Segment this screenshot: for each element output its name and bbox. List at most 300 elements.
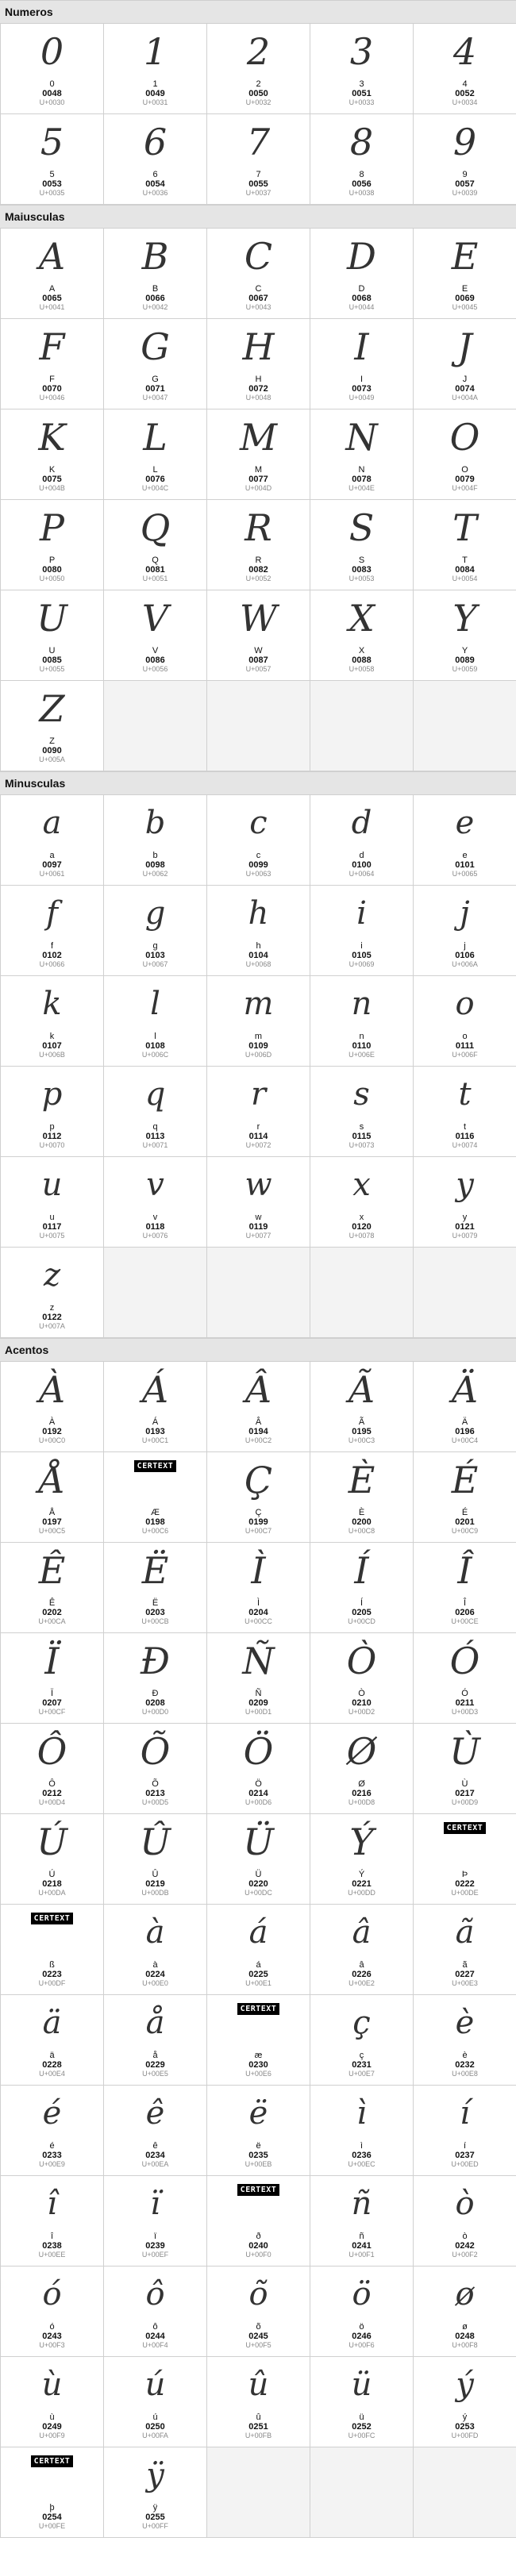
glyph-character: â bbox=[359, 1960, 364, 1970]
glyph-unicode: U+006B bbox=[39, 1051, 65, 1059]
glyph-character: s bbox=[359, 1122, 364, 1132]
glyph-character: Î bbox=[463, 1598, 467, 1608]
glyph-decimal-code: 0080 bbox=[42, 565, 62, 575]
section-title: Numeros bbox=[0, 0, 516, 24]
glyph-unicode: U+0074 bbox=[452, 1141, 478, 1149]
glyph-cell bbox=[1, 500, 104, 590]
glyph-character: v bbox=[152, 1213, 158, 1222]
glyph-decimal-code: 0113 bbox=[145, 1132, 165, 1141]
glyph-cell bbox=[310, 2176, 414, 2266]
glyph-cell bbox=[104, 1157, 207, 1248]
glyph-decimal-code: 0193 bbox=[145, 1427, 165, 1436]
glyph-decimal-code: 0212 bbox=[42, 1789, 62, 1798]
glyph-unicode: U+0068 bbox=[245, 960, 271, 968]
glyph-preview: 5 bbox=[40, 121, 64, 163]
glyph-preview: Ï bbox=[44, 1640, 60, 1682]
glyph-cell bbox=[104, 1067, 207, 1157]
glyph-cell bbox=[310, 2357, 414, 2447]
glyph-decimal-code: 0207 bbox=[42, 1698, 62, 1708]
glyph-cell bbox=[104, 590, 207, 681]
glyph-unicode: U+00F4 bbox=[142, 2341, 168, 2349]
glyph-preview: 3 bbox=[349, 30, 374, 73]
glyph-decimal-code: 0090 bbox=[42, 746, 62, 755]
glyph-preview: ö bbox=[352, 2276, 372, 2313]
glyph-unicode: U+00E0 bbox=[142, 1979, 168, 1987]
glyph-decimal-code: 0081 bbox=[145, 565, 165, 575]
glyph-unicode: U+00D1 bbox=[245, 1708, 272, 1716]
glyph-unicode: U+00C4 bbox=[451, 1436, 479, 1444]
glyph-character: d bbox=[359, 851, 364, 860]
glyph-unicode: U+00ED bbox=[451, 2160, 479, 2168]
glyph-unicode: U+0046 bbox=[39, 394, 65, 402]
glyph-unicode: U+00F0 bbox=[245, 2251, 271, 2259]
glyph-unicode: U+0062 bbox=[142, 870, 168, 878]
glyph-decimal-code: 0075 bbox=[42, 475, 62, 484]
glyph-cell bbox=[414, 886, 516, 976]
glyph-character: ä bbox=[49, 2051, 55, 2060]
glyph-unicode: U+00DF bbox=[38, 1979, 66, 1987]
empty-cell bbox=[104, 1248, 207, 1338]
glyph-character: Ò bbox=[358, 1689, 365, 1698]
glyph-preview: F bbox=[39, 325, 65, 368]
glyph-character: ï bbox=[153, 2232, 157, 2241]
glyph-preview: A bbox=[38, 235, 66, 278]
glyph-cell bbox=[207, 114, 310, 205]
glyph-unicode: U+0079 bbox=[452, 1232, 478, 1240]
glyph-decimal-code: 0245 bbox=[248, 2332, 268, 2341]
glyph-decimal-code: 0195 bbox=[352, 1427, 372, 1436]
glyph-preview: Ý bbox=[349, 1821, 374, 1863]
glyph-unicode: U+00D3 bbox=[451, 1708, 479, 1716]
glyph-preview: Ê bbox=[38, 1549, 66, 1592]
glyph-unicode: U+006E bbox=[348, 1051, 375, 1059]
glyph-preview: Å bbox=[38, 1459, 66, 1501]
glyph-character: 3 bbox=[359, 79, 364, 89]
glyph-cell bbox=[1, 2266, 104, 2357]
glyph-preview: Ù bbox=[449, 1730, 480, 1773]
glyph-preview: h bbox=[248, 895, 269, 932]
glyph-preview: K bbox=[38, 416, 66, 459]
glyph-cell bbox=[310, 2086, 414, 2176]
glyph-cell bbox=[1, 1157, 104, 1248]
glyph-decimal-code: 0230 bbox=[248, 2060, 268, 2070]
glyph-unicode: U+0066 bbox=[39, 960, 65, 968]
glyph-cell bbox=[104, 114, 207, 205]
glyph-decimal-code: 0119 bbox=[248, 1222, 268, 1232]
glyph-preview: H bbox=[242, 325, 275, 368]
glyph-decimal-code: 0111 bbox=[455, 1041, 475, 1051]
glyph-unicode: U+0078 bbox=[348, 1232, 375, 1240]
glyph-preview: N bbox=[345, 416, 378, 459]
glyph-cell bbox=[310, 1814, 414, 1905]
glyph-cell bbox=[207, 1067, 310, 1157]
glyph-decimal-code: 0114 bbox=[248, 1132, 268, 1141]
glyph-character: Á bbox=[152, 1417, 159, 1427]
glyph-decimal-code: 0194 bbox=[248, 1427, 268, 1436]
glyph-character: À bbox=[48, 1417, 56, 1427]
glyph-unicode: U+0034 bbox=[452, 98, 478, 106]
glyph-preview: ñ bbox=[351, 2186, 372, 2222]
glyph-cell bbox=[414, 500, 516, 590]
glyph-cell bbox=[207, 886, 310, 976]
glyph-character: ù bbox=[49, 2413, 55, 2422]
glyph-character: o bbox=[462, 1032, 468, 1041]
glyph-decimal-code: 0225 bbox=[248, 1970, 268, 1979]
glyph-character: ÿ bbox=[152, 2503, 158, 2513]
glyph-character: É bbox=[461, 1508, 468, 1517]
glyph-character: u bbox=[49, 1213, 55, 1222]
glyph-cell bbox=[310, 500, 414, 590]
glyph-unicode: U+00D9 bbox=[451, 1798, 479, 1806]
glyph-unicode: U+0069 bbox=[348, 960, 375, 968]
glyph-decimal-code: 0057 bbox=[455, 179, 475, 189]
glyph-preview: é bbox=[42, 2095, 62, 2132]
glyph-preview: Ü bbox=[243, 1821, 274, 1863]
glyph-decimal-code: 0104 bbox=[248, 951, 268, 960]
glyph-character: S bbox=[358, 556, 365, 565]
glyph-unicode: U+0076 bbox=[142, 1232, 168, 1240]
empty-cell bbox=[207, 2447, 310, 2538]
glyph-cell bbox=[1, 319, 104, 409]
glyph-preview: I bbox=[354, 325, 369, 368]
glyph-preview: ý bbox=[456, 2366, 474, 2403]
glyph-character: õ bbox=[256, 2322, 261, 2332]
glyph-cell bbox=[310, 319, 414, 409]
glyph-cell bbox=[207, 500, 310, 590]
glyph-decimal-code: 0065 bbox=[42, 294, 62, 303]
glyph-decimal-code: 0103 bbox=[145, 951, 165, 960]
glyph-character: Z bbox=[49, 736, 55, 746]
glyph-preview: ê bbox=[145, 2095, 165, 2132]
glyph-cell bbox=[1, 2357, 104, 2447]
glyph-grid bbox=[0, 1362, 516, 2538]
glyph-character: î bbox=[50, 2232, 54, 2241]
glyph-cell bbox=[1, 2447, 104, 2538]
glyph-unicode: U+00CB bbox=[141, 1617, 169, 1625]
glyph-decimal-code: 0213 bbox=[145, 1789, 165, 1798]
glyph-cell bbox=[310, 886, 414, 976]
glyph-unicode: U+00F6 bbox=[348, 2341, 375, 2349]
glyph-cell bbox=[310, 795, 414, 886]
glyph-unicode: U+00E8 bbox=[452, 2070, 478, 2078]
glyph-cell bbox=[1, 1543, 104, 1633]
section-minusculas bbox=[0, 771, 516, 1338]
glyph-unicode: U+0033 bbox=[348, 98, 375, 106]
glyph-character: í bbox=[463, 2141, 467, 2151]
glyph-character: n bbox=[359, 1032, 364, 1041]
missing-glyph-badge: CERTEXT bbox=[237, 2003, 280, 2015]
glyph-character: 0 bbox=[49, 79, 55, 89]
glyph-decimal-code: 0071 bbox=[145, 384, 165, 394]
glyph-unicode: U+00EA bbox=[141, 2160, 169, 2168]
glyph-character: 5 bbox=[49, 170, 55, 179]
glyph-character: I bbox=[360, 375, 364, 384]
glyph-unicode: U+004E bbox=[348, 484, 375, 492]
glyph-preview: L bbox=[143, 416, 168, 459]
glyph-preview: ô bbox=[145, 2276, 165, 2313]
glyph-character: Ô bbox=[48, 1779, 56, 1789]
empty-cell bbox=[207, 681, 310, 771]
glyph-unicode: U+0037 bbox=[245, 189, 271, 197]
glyph-decimal-code: 0242 bbox=[455, 2241, 475, 2251]
glyph-cell bbox=[310, 229, 414, 319]
empty-cell bbox=[414, 1248, 516, 1338]
glyph-character: È bbox=[358, 1508, 365, 1517]
glyph-character: H bbox=[255, 375, 262, 384]
glyph-decimal-code: 0082 bbox=[248, 565, 268, 575]
glyph-preview: G bbox=[141, 325, 170, 368]
glyph-preview: ú bbox=[144, 2366, 166, 2403]
glyph-decimal-code: 0077 bbox=[248, 475, 268, 484]
glyph-cell bbox=[1, 1724, 104, 1814]
glyph-preview: Y bbox=[452, 597, 477, 640]
section-maiusculas bbox=[0, 205, 516, 771]
glyph-unicode: U+0050 bbox=[39, 575, 65, 582]
glyph-cell bbox=[414, 1157, 516, 1248]
glyph-character: Æ bbox=[151, 1508, 160, 1517]
glyph-preview: Ú bbox=[37, 1821, 67, 1863]
glyph-decimal-code: 0106 bbox=[455, 951, 475, 960]
glyph-cell bbox=[414, 2266, 516, 2357]
glyph-character: i bbox=[360, 941, 363, 951]
glyph-decimal-code: 0102 bbox=[42, 951, 62, 960]
glyph-preview: í bbox=[460, 2095, 470, 2132]
glyph-unicode: U+0045 bbox=[452, 303, 478, 311]
glyph-decimal-code: 0053 bbox=[42, 179, 62, 189]
glyph-cell bbox=[1, 1905, 104, 1995]
glyph-unicode: U+0075 bbox=[39, 1232, 65, 1240]
glyph-decimal-code: 0067 bbox=[248, 294, 268, 303]
glyph-decimal-code: 0069 bbox=[455, 294, 475, 303]
glyph-character: ð bbox=[256, 2232, 261, 2241]
glyph-decimal-code: 0110 bbox=[352, 1041, 372, 1051]
glyph-preview: Í bbox=[354, 1549, 369, 1592]
glyph-character: X bbox=[358, 646, 365, 656]
glyph-unicode: U+004B bbox=[39, 484, 65, 492]
glyph-preview: Ð bbox=[140, 1640, 171, 1682]
glyph-preview: ï bbox=[150, 2186, 160, 2222]
glyph-character: t bbox=[463, 1122, 467, 1132]
glyph-unicode: U+0052 bbox=[245, 575, 271, 582]
glyph-preview: d bbox=[351, 805, 372, 841]
glyph-decimal-code: 0066 bbox=[145, 294, 165, 303]
glyph-character: Y bbox=[461, 646, 468, 656]
glyph-character: Ç bbox=[255, 1508, 262, 1517]
glyph-preview: ÿ bbox=[146, 2457, 164, 2493]
glyph-character: Ó bbox=[461, 1689, 468, 1698]
glyph-preview bbox=[1, 2447, 103, 2503]
glyph-preview: J bbox=[457, 325, 472, 368]
glyph-character: æ bbox=[254, 2051, 263, 2060]
glyph-character: A bbox=[48, 284, 56, 294]
glyph-decimal-code: 0226 bbox=[352, 1970, 372, 1979]
glyph-decimal-code: 0238 bbox=[42, 2241, 62, 2251]
glyph-unicode: U+0071 bbox=[142, 1141, 168, 1149]
glyph-unicode: U+0072 bbox=[245, 1141, 271, 1149]
glyph-character: K bbox=[48, 465, 56, 475]
glyph-character: J bbox=[462, 375, 468, 384]
glyph-character: Ø bbox=[358, 1779, 365, 1789]
glyph-preview: k bbox=[42, 986, 62, 1022]
glyph-cell bbox=[414, 1452, 516, 1543]
glyph-preview: É bbox=[451, 1459, 479, 1501]
glyph-preview: ç bbox=[352, 2005, 371, 2041]
glyph-character: Þ bbox=[461, 1870, 468, 1879]
glyph-unicode: U+0067 bbox=[142, 960, 168, 968]
glyph-character: x bbox=[359, 1213, 364, 1222]
glyph-decimal-code: 0109 bbox=[248, 1041, 268, 1051]
glyph-decimal-code: 0115 bbox=[352, 1132, 372, 1141]
glyph-decimal-code: 0210 bbox=[352, 1698, 372, 1708]
glyph-preview: Ö bbox=[243, 1730, 274, 1773]
glyph-decimal-code: 0100 bbox=[352, 860, 372, 870]
glyph-decimal-code: 0252 bbox=[352, 2422, 372, 2432]
glyph-unicode: U+0058 bbox=[348, 665, 375, 673]
glyph-cell bbox=[207, 1157, 310, 1248]
glyph-decimal-code: 0224 bbox=[145, 1970, 165, 1979]
glyph-preview: á bbox=[248, 1914, 268, 1951]
glyph-cell bbox=[104, 1633, 207, 1724]
glyph-preview: U bbox=[37, 597, 67, 640]
glyph-unicode: U+0030 bbox=[39, 98, 65, 106]
glyph-decimal-code: 0108 bbox=[145, 1041, 165, 1051]
glyph-unicode: U+0043 bbox=[245, 303, 271, 311]
glyph-decimal-code: 0072 bbox=[248, 384, 268, 394]
glyph-preview: u bbox=[41, 1167, 63, 1203]
glyph-preview: o bbox=[455, 986, 475, 1022]
glyph-unicode: U+00D6 bbox=[245, 1798, 272, 1806]
section-title: Acentos bbox=[0, 1338, 516, 1362]
glyph-character: N bbox=[358, 465, 365, 475]
glyph-decimal-code: 0199 bbox=[248, 1517, 268, 1527]
glyph-character: ò bbox=[462, 2232, 468, 2241]
glyph-unicode: U+0064 bbox=[348, 870, 375, 878]
glyph-cell bbox=[1, 681, 104, 771]
glyph-decimal-code: 0236 bbox=[352, 2151, 372, 2160]
glyph-cell bbox=[104, 1543, 207, 1633]
glyph-cell bbox=[207, 2266, 310, 2357]
glyph-unicode: U+00F3 bbox=[39, 2341, 65, 2349]
glyph-decimal-code: 0244 bbox=[145, 2332, 165, 2341]
glyph-decimal-code: 0200 bbox=[352, 1517, 372, 1527]
missing-glyph-badge: CERTEXT bbox=[31, 2455, 74, 2467]
glyph-cell bbox=[414, 2086, 516, 2176]
glyph-cell bbox=[1, 590, 104, 681]
glyph-grid bbox=[0, 795, 516, 1338]
glyph-cell bbox=[310, 1362, 414, 1452]
glyph-cell bbox=[1, 1248, 104, 1338]
glyph-cell bbox=[414, 1633, 516, 1724]
glyph-unicode: U+00FB bbox=[245, 2432, 272, 2440]
glyph-cell bbox=[207, 1543, 310, 1633]
glyph-preview: E bbox=[451, 235, 479, 278]
glyph-character: è bbox=[462, 2051, 468, 2060]
glyph-character: Ð bbox=[152, 1689, 159, 1698]
glyph-character: y bbox=[462, 1213, 468, 1222]
glyph-character: ë bbox=[256, 2141, 261, 2151]
glyph-character: ß bbox=[49, 1960, 55, 1970]
glyph-cell bbox=[104, 795, 207, 886]
glyph-decimal-code: 0237 bbox=[455, 2151, 475, 2160]
glyph-preview: ã bbox=[455, 1914, 475, 1951]
glyph-preview: 1 bbox=[143, 30, 168, 73]
glyph-decimal-code: 0196 bbox=[455, 1427, 475, 1436]
glyph-cell bbox=[414, 795, 516, 886]
glyph-preview: 0 bbox=[40, 30, 64, 73]
glyph-preview: ù bbox=[41, 2366, 63, 2403]
glyph-unicode: U+0077 bbox=[245, 1232, 271, 1240]
glyph-character: P bbox=[48, 556, 56, 565]
glyph-cell bbox=[310, 590, 414, 681]
glyph-cell bbox=[104, 319, 207, 409]
glyph-unicode: U+0039 bbox=[452, 189, 478, 197]
glyph-decimal-code: 0098 bbox=[145, 860, 165, 870]
glyph-cell bbox=[104, 24, 207, 114]
glyph-cell bbox=[104, 886, 207, 976]
glyph-cell bbox=[1, 1452, 104, 1543]
glyph-unicode: U+00DC bbox=[245, 1889, 272, 1897]
glyph-character: þ bbox=[49, 2503, 55, 2513]
glyph-grid bbox=[0, 24, 516, 205]
glyph-character: ø bbox=[462, 2322, 468, 2332]
empty-cell bbox=[310, 2447, 414, 2538]
glyph-preview: g bbox=[144, 895, 166, 932]
glyph-unicode: U+00F2 bbox=[452, 2251, 478, 2259]
glyph-unicode: U+0057 bbox=[245, 665, 271, 673]
glyph-character: G bbox=[152, 375, 159, 384]
missing-glyph-badge: CERTEXT bbox=[237, 2184, 280, 2196]
glyph-preview: M bbox=[239, 416, 278, 459]
glyph-unicode: U+0038 bbox=[348, 189, 375, 197]
glyph-cell bbox=[207, 590, 310, 681]
glyph-decimal-code: 0211 bbox=[455, 1698, 475, 1708]
glyph-cell bbox=[414, 1543, 516, 1633]
glyph-cell bbox=[310, 409, 414, 500]
glyph-cell bbox=[414, 1814, 516, 1905]
glyph-unicode: U+00E4 bbox=[39, 2070, 65, 2078]
glyph-cell bbox=[104, 2357, 207, 2447]
glyph-unicode: U+00F9 bbox=[39, 2432, 65, 2440]
glyph-character: V bbox=[152, 646, 159, 656]
glyph-decimal-code: 0068 bbox=[352, 294, 372, 303]
glyph-character: h bbox=[256, 941, 261, 951]
glyph-unicode: U+00CD bbox=[348, 1617, 375, 1625]
glyph-decimal-code: 0198 bbox=[145, 1517, 165, 1527]
glyph-character: k bbox=[49, 1032, 55, 1041]
glyph-unicode: U+0065 bbox=[452, 870, 478, 878]
glyph-cell bbox=[1, 1814, 104, 1905]
glyph-decimal-code: 0107 bbox=[42, 1041, 62, 1051]
glyph-cell bbox=[414, 2357, 516, 2447]
glyph-cell bbox=[414, 114, 516, 205]
glyph-preview: R bbox=[245, 506, 272, 549]
glyph-decimal-code: 0228 bbox=[42, 2060, 62, 2070]
glyph-unicode: U+00DD bbox=[348, 1889, 375, 1897]
glyph-preview: T bbox=[452, 506, 477, 549]
empty-cell bbox=[414, 681, 516, 771]
glyph-preview: 7 bbox=[246, 121, 271, 163]
glyph-preview: ë bbox=[248, 2095, 268, 2132]
glyph-decimal-code: 0204 bbox=[248, 1608, 268, 1617]
glyph-cell bbox=[207, 2086, 310, 2176]
glyph-cell bbox=[310, 2266, 414, 2357]
glyph-preview: b bbox=[144, 805, 166, 841]
glyph-preview: m bbox=[243, 986, 274, 1022]
glyph-unicode: U+0031 bbox=[142, 98, 168, 106]
glyph-preview: à bbox=[145, 1914, 165, 1951]
glyph-cell bbox=[414, 1995, 516, 2086]
glyph-character: W bbox=[254, 646, 263, 656]
